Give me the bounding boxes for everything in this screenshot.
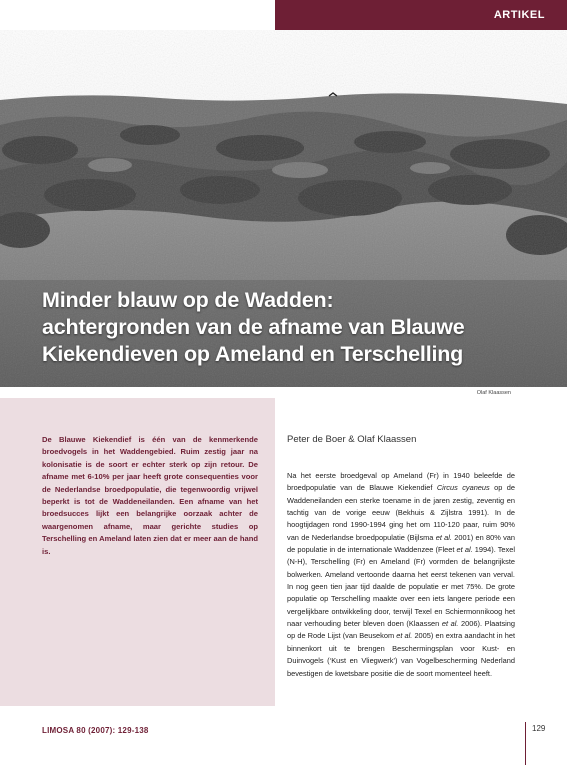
body-text-run: 2005) en extra aandacht in het binnenkort uit te brengen Beschermingsplan voor Kust- en Duinvogels (‘Kust en Vliegwerk’) van Vogelbescherming Nederland bevestigen de kwetsbare positie die de soort momenteel heeft. [287,631,515,678]
abstract-text: De Blauwe Kiekendief is één van de kenmerkende broedvogels in het Waddengebied. Ruim zestig jaar na kolonisatie is de soort er echter sterk op zijn retour. De afname met 6-10% per jaar heeft grote consequenties voor de Nederlandse broedpopulatie, die tegenwoordig vrijwel beperkt is tot de Waddeneilanden. Een afname van het broedsucces lijkt een belangrijke oorzaak achter de waargenomen afname, maar gerichte studies op Terschelling en Ameland laten zien dat er meer aan de hand is. [42,435,258,556]
author-line: Peter de Boer & Olaf Klaassen [287,434,417,445]
article-title [42,287,562,368]
page-divider [525,722,526,765]
photo-credit: Olaf Klaassen [476,390,511,396]
body-text-run: Na het eerste broedgeval op Ameland (Fr) in 1940 beleefde de broedpopulatie van de Blauwe Kiekendief [287,471,515,493]
citation-etal: et al. [441,619,459,629]
body-text-run: op de Waddeneilanden een sterke toename in de jaren zestig, zeventig en tachtig van de vorige eeuw (Bekhuis & Zijlstra 1991). In de hoogtijdagen rond 1990-1994 ging het om 110-120 paar, ruim 90% van de Nederlandse broedpopulatie (Bijlsma [287,483,515,542]
citation-etal: et al. [396,631,413,641]
journal-citation: LIMOSA 80 (2007): 129-138 [42,726,149,735]
abstract-panel [0,398,275,706]
title-line: Minder blauw op de Wadden: [42,288,334,312]
title-line: Kiekendieven op Ameland en Terschelling [42,342,464,366]
title-line: achtergronden van de afname van Blauwe [42,315,465,339]
body-text-run: 2001) en 80% van de populatie in de internationale Waddenzee (Fleet [287,532,515,555]
page-number: 129 [532,724,546,733]
citation-etal: et al. [456,545,473,555]
body-text-run: 1994). Texel (N-H), Terschelling (Fr) en Ameland (Fr) vormden de belangrijkste bolwerken. Ameland vertoonde daarna het eerst tekenen van verval. In nog geen tien jaar tijd daalde de populatie er met 75%. De grote populatie op Terschelling maakte over een iets langere periode een vergelijkbare ontwikkeling door, terwijl Texel en Schiermonnikoog het naar verhouding beter bleven doen (Klaassen [287,545,515,629]
section-label: ARTIKEL [493,9,545,21]
body-paragraph [287,470,515,680]
body-text-run: 2006). Plaatsing op de Rode Lijst (van Beusekom [287,619,516,641]
species-name: Circus cyaneus [436,483,490,493]
citation-etal: et al. [435,532,452,542]
header-band [275,0,567,30]
